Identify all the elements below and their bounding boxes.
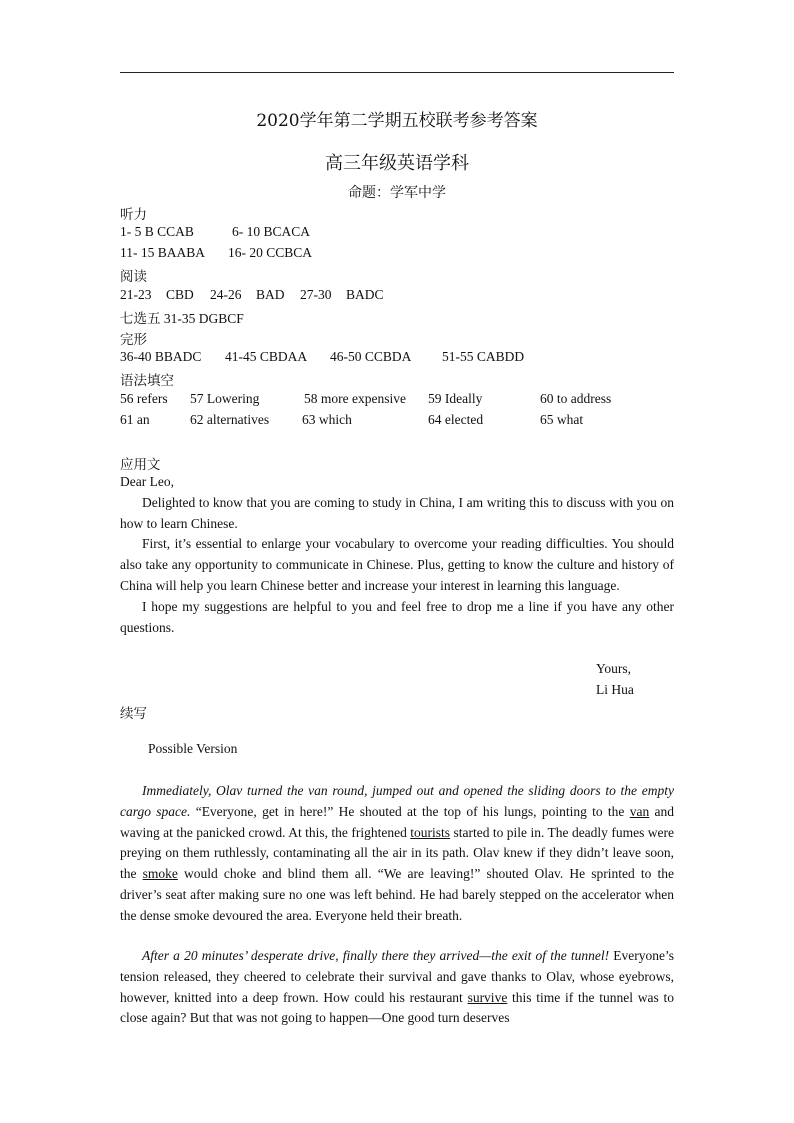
grammar-answer: 58 more expensive <box>304 391 406 406</box>
underlined-word: van <box>629 803 650 819</box>
letter-greeting: Dear Leo, <box>120 474 174 489</box>
grammar-answer: 65 what <box>540 412 584 427</box>
story-text: would choke and blind them all. “We are leaving!” shouted Olav. He sprinted to the driver’s seat after making sure no one was left behind. He had barely stepped on the accelerator when the dense smoke devoured the area. Everyone held their breath. <box>120 866 674 923</box>
answer-group: BADC <box>346 287 384 302</box>
letter-paragraph: Delighted to know that you are coming to study in China, I am writing this to discuss with you on how to learn Chinese. <box>120 494 674 531</box>
letter-paragraph: I hope my suggestions are helpful to you and feel free to drop me a line if you have any other questions. <box>120 598 674 635</box>
story-lead: Immediately, Olav turned the van round, jumped out and opened the sliding doors to the empty cargo space. <box>120 783 674 819</box>
story-text: Everyone’s tension released, they cheered to celebrate their survival and gave thanks to Olav, whose eyebrows, however, knitted into a deep frown. How could his restaurant <box>120 948 675 1005</box>
grammar-answer: 59 Ideally <box>428 391 483 406</box>
grammar-answer: 61 an <box>120 412 150 427</box>
letter <box>120 472 674 638</box>
answer-group: BAD <box>256 287 285 302</box>
page-subtitle: 高三年级英语学科 <box>325 153 469 174</box>
grammar-answer: 62 alternatives <box>190 412 270 427</box>
letter-signature: Li Hua <box>596 682 634 697</box>
story-text: this time if the tunnel was to close again? But that was not going to happen—One good turn deserves <box>120 989 674 1026</box>
story-text: “Everyone, get in here!” He shouted at the top of his lungs, pointing to the <box>190 803 630 819</box>
answer-range: 24-26 <box>210 287 242 302</box>
section-reading: 阅读 <box>120 269 147 284</box>
answer-range: 27-30 <box>300 287 332 302</box>
grammar-answer: 60 to address <box>540 391 612 406</box>
grammar-answer: 64 elected <box>428 412 484 427</box>
grammar-answer: 63 which <box>302 412 352 427</box>
answer-group: 6- 10 BCACA <box>232 224 311 239</box>
answer-group: 41-45 CBDAA <box>225 349 308 364</box>
answer-group: CBD <box>166 287 194 302</box>
letter-closing: Yours, <box>596 661 632 676</box>
section-grammar: 语法填空 <box>120 373 174 388</box>
section-seven-choose-five: 七选五 31-35 DGBCF <box>120 311 244 326</box>
setter-line: 命题：学军中学 <box>348 185 446 201</box>
underlined-word: tourists <box>410 824 451 840</box>
story-text: started to pile in. The deadly fumes were preying on them ruthlessly, contaminating all the air in its path. Olav knew if they didn’t leave soon, the <box>120 824 674 882</box>
answer-group: 1- 5 B CCAB <box>120 224 194 239</box>
letter-paragraph: First, it’s essential to enlarge your vocabulary to overcome your reading difficulties. You should also take any opportunity to communicate in Chinese. Plus, getting to know the culture and history of China will help you learn Chinese better and increase your interest in learning this language. <box>120 536 674 593</box>
page-title: 2020学年第二学期五校联考参考答案 <box>256 111 538 131</box>
grammar-answer: 57 Lowering <box>190 391 260 406</box>
story-text: and waving at the panicked crowd. At this, the frightened <box>120 803 675 840</box>
story-paragraph-2 <box>120 946 674 1029</box>
answer-group: 51-55 CABDD <box>442 349 525 364</box>
answer-group: 11- 15 BAABA <box>120 245 206 260</box>
section-continuation: 续写 <box>120 706 147 721</box>
underlined-word: survive <box>467 989 508 1005</box>
answer-group: 36-40 BBADC <box>120 349 202 364</box>
answer-range: 21-23 <box>120 287 152 302</box>
section-listening: 听力 <box>120 207 147 222</box>
grammar-answer: 56 refers <box>120 391 168 406</box>
top-rule <box>120 72 674 73</box>
answer-group: 16- 20 CCBCA <box>228 245 313 260</box>
story-paragraph-1 <box>120 781 674 927</box>
section-cloze: 完形 <box>120 332 147 347</box>
underlined-word: smoke <box>142 866 178 882</box>
possible-version-label: Possible Version <box>148 741 238 756</box>
section-applied-writing: 应用文 <box>120 457 161 472</box>
answer-group: 46-50 CCBDA <box>330 349 412 364</box>
story-lead: After a 20 minutes’ desperate drive, finally there they arrived—the exit of the tunnel! <box>142 948 610 963</box>
